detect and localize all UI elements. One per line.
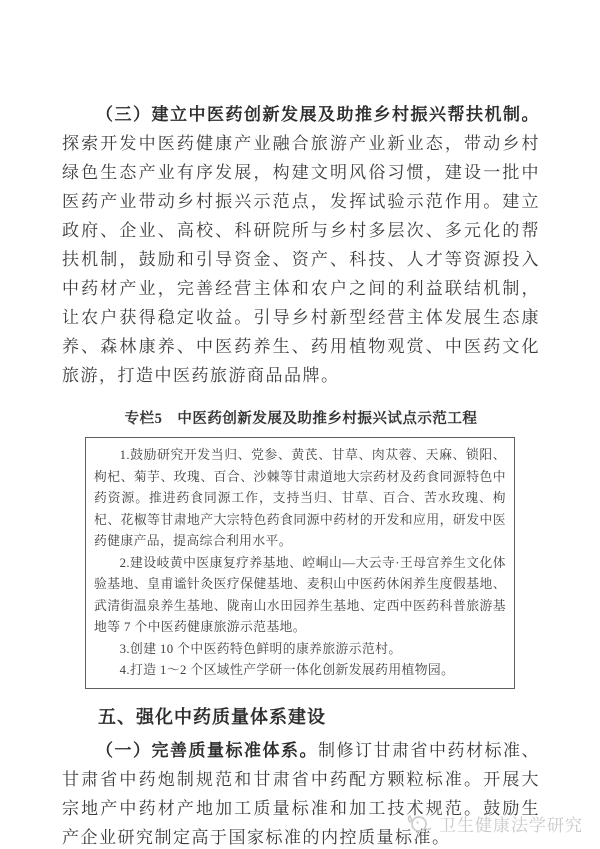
paragraph-1 bbox=[62, 100, 540, 390]
brand-logo-icon bbox=[407, 813, 433, 835]
paragraph-2-text: 制修订甘肃省中药材标准、甘肃省中药炮制规范和甘肃省中药配方颗粒标准。开展大宗地产中药材产地加工质量标准和加工技术规范。鼓励生产企业研究制定高于国家标准的内控质量标准。 bbox=[62, 740, 540, 847]
box-title: 专栏5 中医药创新发展及助推乡村振兴试点示范工程 bbox=[124, 411, 478, 427]
box-item-2: 2.建设岐黄中医康复疗养基地、崆峒山—大云寺·王母宫养生文化体验基地、皇甫谧针灸医疗保健基地、麦积山中医药休闲养生度假基地、武清街温泉养生基地、陇南山水田园养生基地、定西中医药科普旅游基地等 7 个中医药健康旅游示范基地。 bbox=[94, 555, 506, 634]
footer-watermark bbox=[407, 811, 583, 836]
feature-box bbox=[85, 437, 515, 689]
box-item-4: 4.打造 1～2 个区域性产学研一体化创新发展药用植物园。 bbox=[119, 663, 455, 677]
paragraph-1-text: 探索开发中医药健康产业融合旅游产业新业态，带动乡村绿色生态产业有序发展，构建文明风俗习惯，建设一批中医药产业带动乡村振兴示范点，发挥试验示范作用。建立政府、企业、高校、科研院所与乡村多层次、多元化的帮扶机制，鼓励和引导资金、资产、科技、人才等资源投入中药材产业，完善经营主体和农户之间的利益联结机制，让农户获得稳定收益。引导乡村新型经营主体发展生态康养、森林康养、中医药养生、药用植物观赏、中医药文化旅游，打造中医药旅游商品品牌。 bbox=[62, 134, 540, 385]
document-content bbox=[62, 100, 540, 849]
section-heading: 五、强化中药质量体系建设 bbox=[98, 706, 326, 727]
footer-brand-text: 卫生健康法学研究 bbox=[439, 816, 583, 835]
paragraph-1-lead: （三）建立中医药创新发展及助推乡村振兴帮扶机制。 bbox=[96, 105, 540, 124]
box-item-1: 1.鼓励研究开发当归、党参、黄芪、甘草、肉苁蓉、天麻、锁阳、枸杞、菊芋、玫瑰、百合、沙棘等甘肃道地大宗药材及药食同源特色中药资源。推进药食同源工作，支持当归、甘草、百合、苦水玫瑰、枸杞、花椒等甘肃地产大宗特色药食同源中药材的开发和应用，研发中医药健康产品，提高综合利用水平。 bbox=[94, 448, 506, 548]
box-item-3: 3.创建 10 个中医药特色鲜明的康养旅游示范村。 bbox=[119, 641, 402, 656]
paragraph-2-lead: （一）完善质量标准体系。 bbox=[96, 740, 318, 760]
